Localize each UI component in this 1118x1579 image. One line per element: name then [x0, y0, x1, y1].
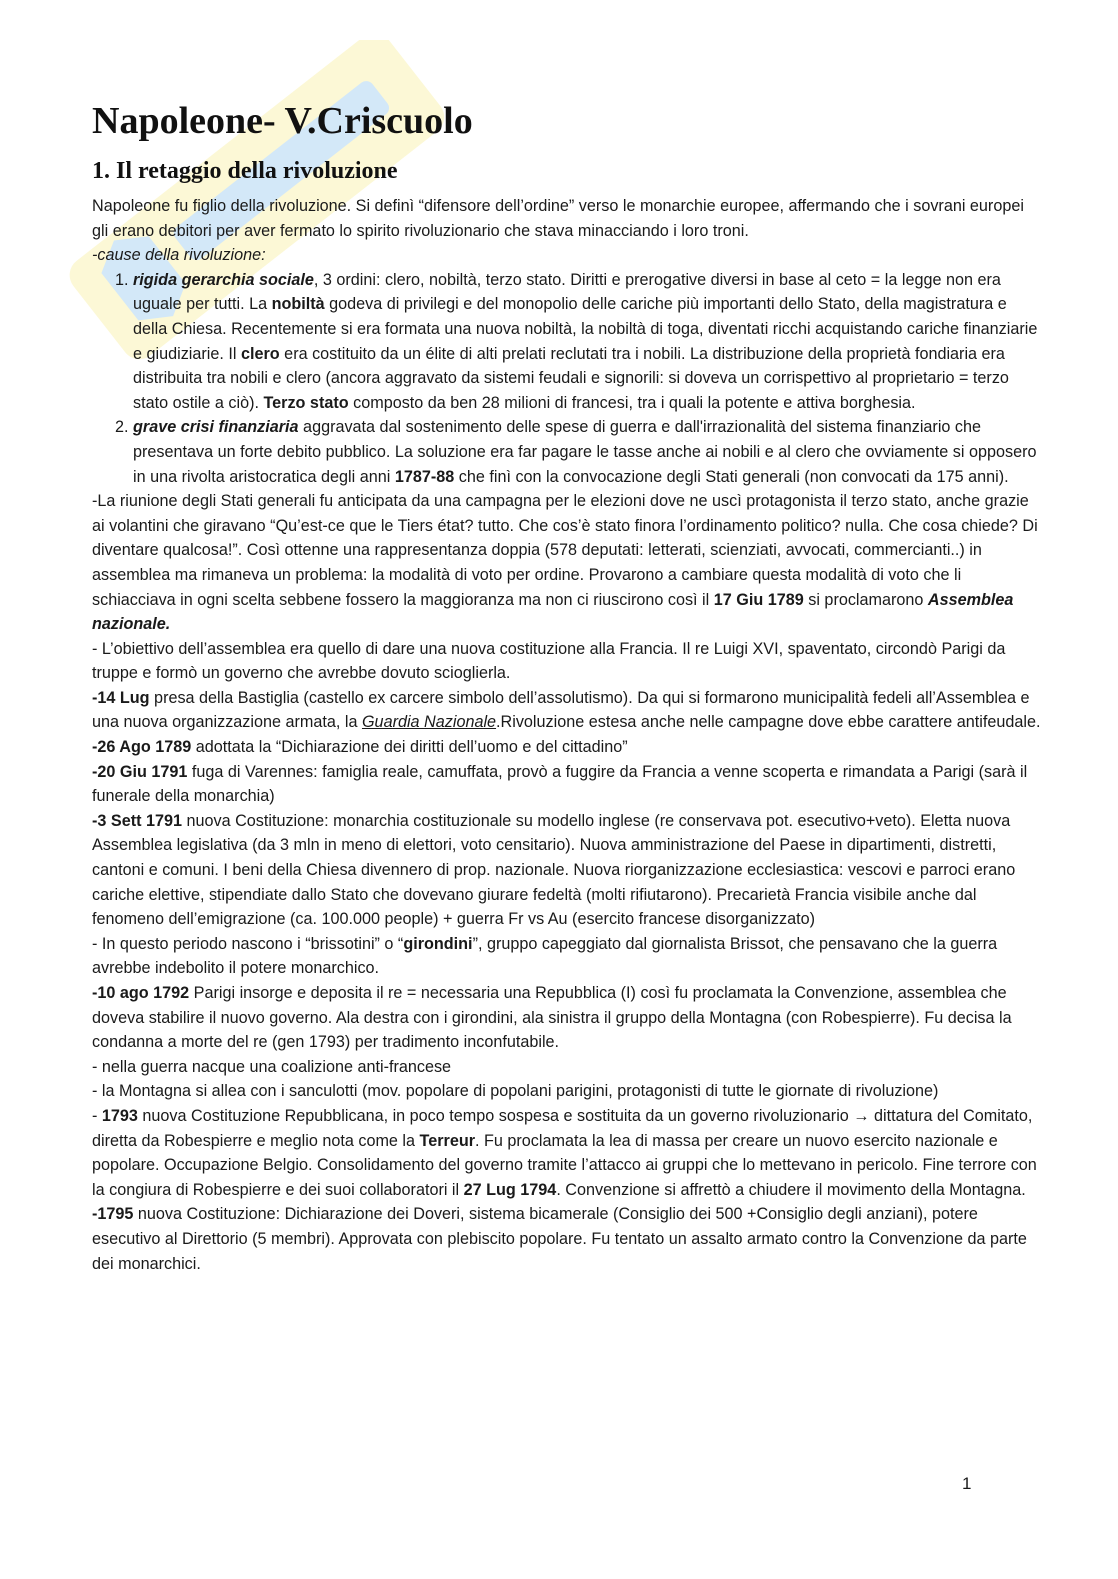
date: -14 Lug [92, 688, 150, 707]
text: . Convenzione si affrettò a chiudere il movimento della Montagna. [556, 1180, 1026, 1199]
causes-label: -cause della rivoluzione: [92, 246, 266, 265]
keyword: Terzo stato [263, 393, 349, 412]
text: ”, gruppo capeggiato dal giornalista Brissot, che pensavano che la guerra avrebbe indebolito il potere monarchico. [92, 934, 998, 978]
date: -26 Ago 1789 [92, 738, 192, 757]
text: nuova Costituzione: monarchia costituzionale su modello inglese (re conservava pot. esecutivo+veto). Eletta nuova Assemblea legislativa (da 3 mln in meno di elettori, voto censitario). Nuova amministrazione del Paese in dipartimenti, distretti, cantoni e comuni. I beni della Chiesa divennero di prop. nazionale. Nuova riorganizzazione ecclesiastica: vescovi e parroci erano cariche elettive, stipendiate dallo Stato che dovevano giurare fedeltà (molti rifiutarono). Precarietà Francia visibile anche dal fenomeno dell’emigrazione (ca. 100.000 people) + guerra Fr vs Au (esercito francese disorganizzato) [92, 811, 1016, 929]
date: -3 Sett 1791 [92, 811, 182, 830]
cause-text: era costituito da un élite di alti prelati reclutati tra i nobili. La distribuzione della proprietà fondiaria era distribuita tra nobili e clero (ancora aggravato da sistemi feudali e signorili: si doveva un corrispettivo al proprietario = terzo stato ostile a ciò). [133, 344, 1009, 412]
keyword: Assemblea nazionale. [92, 590, 1014, 634]
paragraph-convenzione [92, 981, 1042, 1055]
text: si proclamarono [803, 590, 928, 609]
keyword: nobiltà [271, 295, 325, 314]
text: -La riunione degli Stati generali fu anticipata da una campagna per le elezioni dove ne uscì protagonista il terzo stato, anche grazie ai volantini che giravano “Qu’est-ce que le Tiers état? tutto. Che cos’è stato finora l’ordinamento politico? nulla. Che cosa chiede? Di diventare qualcosa!”. Così ottenne una rappresentanza doppia (578 deputati: letterati, scienziati, avvocati, commercianti..) in assemblea ma rimaneva un problema: la modalità di voto per ordine. Provarono a cambiare questa modalità di voto che li schiacciava in ogni scelta sebbene fossero la maggioranza ma non ci riuscirono così il [92, 492, 1038, 609]
cause-item [133, 415, 1042, 489]
paragraph-stati-generali [92, 489, 1042, 637]
cause-item [133, 268, 1042, 416]
cause-text: che finì con la convocazione degli Stati generali (non convocati da 175 anni). [454, 467, 1009, 486]
date: 1793 [101, 1106, 138, 1125]
paragraph-girondini [92, 932, 1042, 981]
keyword: girondini [403, 934, 473, 953]
text: . Fu proclamata la lea di massa per creare un nuovo esercito nazionale e popolare. Occupazione Belgio. Consolidamento del governo tramite l’attacco ai gruppi che lo mettevano in pericolo. Fine terrore con la congiura di Robespierre e dei suoi collaboratori il [92, 1131, 1037, 1199]
paragraph-varennes [92, 760, 1042, 809]
paragraph-coalizione: - nella guerra nacque una coalizione anti-francese [92, 1057, 452, 1076]
text: presa della Bastiglia (castello ex carcere simbolo dell’assolutismo). Da qui si formarono municipalità fedeli all’Assemblea e una nuova organizzazione armata, la [92, 688, 1030, 732]
date: 27 Lug 1794 [463, 1180, 557, 1199]
keyword: Terreur [419, 1131, 476, 1150]
paragraph-sanculotti: - la Montagna si allea con i sanculotti (mov. popolare di popolani parigini, protagonisti di tutte le giornate di rivoluzione) [92, 1082, 939, 1101]
text: .Rivoluzione estesa anche nelle campagne dove ebbe carattere antifeudale. [496, 713, 1041, 732]
text: fuga di Varennes: famiglia reale, camuffata, provò a fuggire da Francia a venne scoperta e rimandata a Parigi (sarà il funerale della monarchia) [92, 762, 1028, 806]
document-title: Napoleone- V.Criscuolo [92, 100, 473, 142]
text: adottata la “Dichiarazione dei diritti dell’uomo e del cittadino” [191, 738, 628, 757]
text: - In questo periodo nascono i “brissotini” o “ [92, 934, 404, 953]
date: -1795 [92, 1205, 134, 1224]
paragraph-costituzione-1795 [92, 1202, 1042, 1276]
cause-text: aggravata dal sostenimento delle spese di guerra e dall'irrazionalità del sistema finanziario che presentava un forte debito pubblico. La soluzione era far pagare le tasse anche ai nobili e al clero che ovviamente si opposero in una rivolta aristocratica degli anni [133, 418, 1037, 486]
text: Parigi insorge e deposita il re = necessaria una Repubblica (I) così fu proclamata la Convenzione, assemblea che doveva stabilire il nuovo governo. Ala destra con i girondini, ala sinistra il gruppo della Montagna (con Robespierre). Fu decisa la condanna a morte del re (gen 1793) per tradimento inconfutabile. [92, 984, 1012, 1052]
paragraph-costituzione-1791 [92, 809, 1042, 932]
text: - [92, 1106, 102, 1125]
keyword: 1787-88 [394, 467, 455, 486]
keyword: clero [240, 344, 280, 363]
paragraph-costituzione-1793 [92, 1104, 1042, 1202]
date: -10 ago 1792 [92, 984, 190, 1002]
cause-title: rigida gerarchia sociale [133, 270, 314, 289]
text: nuova Costituzione: Dichiarazione dei Doveri, sistema bicamerale (Consiglio dei 500 +Consiglio degli anziani), potere esecutivo al Direttorio (5 membri). Approvata con plebiscito popolare. Fu tentato un assalto armato contro la Convenzione da parte dei monarchici. [92, 1205, 1027, 1273]
paragraph-dichiarazione [92, 735, 1042, 760]
section-heading: 1. Il retaggio della rivoluzione [92, 158, 398, 184]
keyword: Guardia Nazionale [361, 713, 497, 732]
paragraph-assemblea: - L’obiettivo dell’assemblea era quello di dare una nuova costituzione alla Francia. Il re Luigi XVI, spaventato, circondò Parigi da truppe e formò un governo che avrebbe dovuto scioglierla. [92, 639, 1006, 683]
text: nuova Costituzione Repubblicana, in poco tempo sospesa e sostituita da un governo rivoluzionario → dittatura del Comitato, diretta da Robespierre e meglio nota come la [92, 1106, 1033, 1150]
date: 17 Giu 1789 [713, 590, 804, 609]
cause-text: composto da ben 28 milioni di francesi, tra i quali la potente e attiva borghesia. [348, 393, 916, 412]
page-number: 1 [962, 1474, 972, 1493]
cause-text: godeva di privilegi e del monopolio delle cariche più importanti dello Stato, della magistratura e della Chiesa. Recentemente si era formata una nuova nobiltà, la nobiltà di toga, diventati ricchi acquistando cariche finanziarie e giudiziarie. Il [133, 295, 1038, 363]
cause-title: grave crisi finanziaria [133, 418, 299, 437]
document-page [92, 96, 1042, 1276]
intro-paragraph: Napoleone fu figlio della rivoluzione. Si definì “difensore dell’ordine” verso le monarchie europee, affermando che i sovrani europei gli erano debitori per aver fermato lo spirito rivoluzionario che stava minacciando i loro troni. [92, 197, 1024, 240]
paragraph-bastiglia [92, 686, 1042, 735]
causes-list [92, 268, 1042, 489]
date: -20 Giu 1791 [92, 762, 188, 781]
cause-text: , 3 ordini: clero, nobiltà, terzo stato. Diritti e prerogative diversi in base al ceto = la legge non era uguale per tutti. La [133, 270, 1001, 314]
